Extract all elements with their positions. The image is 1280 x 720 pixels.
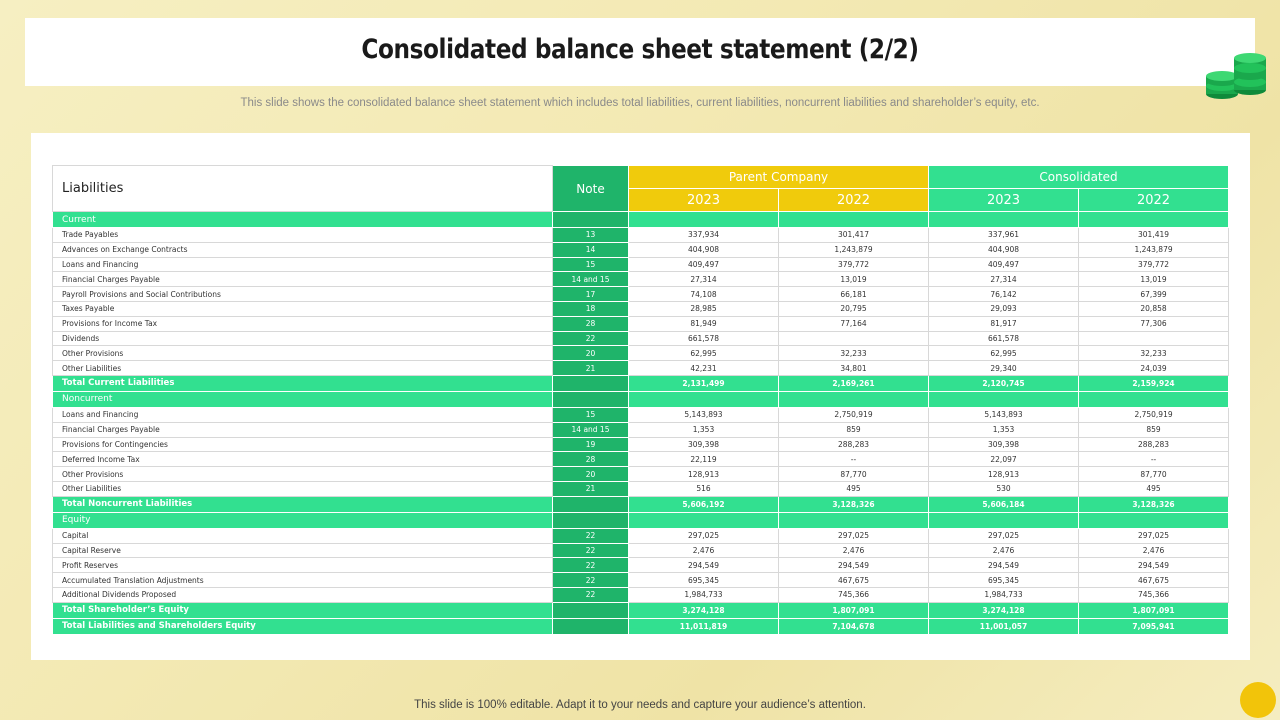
header-note: Note: [553, 166, 629, 212]
parent-2023-value: 5,606,192: [629, 496, 779, 512]
table-row: [53, 361, 1229, 376]
parent-2023-value: 5,143,893: [629, 407, 779, 422]
table-row: [53, 528, 1229, 543]
row-label: Dividends: [53, 331, 553, 346]
parent-2022-value: --: [779, 452, 929, 467]
consolidated-2022-value: 20,858: [1079, 301, 1229, 316]
parent-2022-value: 32,233: [779, 346, 929, 361]
table-row: [53, 228, 1229, 243]
consolidated-2022-value: 495: [1079, 481, 1229, 496]
consolidated-2022-value: 32,233: [1079, 346, 1229, 361]
parent-2023-value: 74,108: [629, 287, 779, 302]
row-label: Financial Charges Payable: [53, 422, 553, 437]
consolidated-2022-value: 297,025: [1079, 528, 1229, 543]
parent-2023-value: 661,578: [629, 331, 779, 346]
row-note: 14: [553, 242, 629, 257]
parent-2022-value: 297,025: [779, 528, 929, 543]
parent-2023-value: 42,231: [629, 361, 779, 376]
row-note: 22: [553, 543, 629, 558]
parent-2022-value: 294,549: [779, 558, 929, 573]
parent-2022-value: 288,283: [779, 437, 929, 452]
consolidated-2023-value: 2,120,745: [929, 375, 1079, 391]
table-row: [53, 257, 1229, 272]
row-value: [779, 512, 929, 528]
row-note: [553, 212, 629, 228]
row-value: [629, 212, 779, 228]
consolidated-2023-value: 409,497: [929, 257, 1079, 272]
consolidated-2022-value: 2,750,919: [1079, 407, 1229, 422]
table-row: [53, 287, 1229, 302]
consolidated-2022-value: [1079, 331, 1229, 346]
consolidated-2023-value: 294,549: [929, 558, 1079, 573]
row-value: [929, 512, 1079, 528]
row-note: 22: [553, 573, 629, 588]
parent-2023-value: 297,025: [629, 528, 779, 543]
consolidated-2023-value: 29,340: [929, 361, 1079, 376]
parent-2023-value: 3,274,128: [629, 602, 779, 618]
row-note: 15: [553, 257, 629, 272]
consolidated-2022-value: 379,772: [1079, 257, 1229, 272]
table-row: [53, 467, 1229, 482]
balance-sheet-table: [52, 165, 1229, 635]
table-row: [53, 346, 1229, 361]
parent-2022-value: 2,169,261: [779, 375, 929, 391]
row-label: Other Provisions: [53, 467, 553, 482]
header-consolidated-2022: 2022: [1079, 189, 1229, 212]
row-label: Additional Dividends Proposed: [53, 587, 553, 602]
row-label: Other Liabilities: [53, 361, 553, 376]
parent-2022-value: 2,750,919: [779, 407, 929, 422]
row-value: [1079, 512, 1229, 528]
consolidated-2022-value: 67,399: [1079, 287, 1229, 302]
row-label: Total Liabilities and Shareholders Equity: [53, 618, 553, 634]
parent-2022-value: 745,366: [779, 587, 929, 602]
parent-2023-value: 2,131,499: [629, 375, 779, 391]
consolidated-2023-value: 22,097: [929, 452, 1079, 467]
consolidated-2022-value: 2,476: [1079, 543, 1229, 558]
parent-2022-value: 1,807,091: [779, 602, 929, 618]
row-note: 14 and 15: [553, 422, 629, 437]
consolidated-2023-value: 29,093: [929, 301, 1079, 316]
total-row: [53, 375, 1229, 391]
row-note: 22: [553, 331, 629, 346]
parent-2022-value: 3,128,326: [779, 496, 929, 512]
parent-2023-value: 28,985: [629, 301, 779, 316]
consolidated-2023-value: 3,274,128: [929, 602, 1079, 618]
row-note: 28: [553, 452, 629, 467]
parent-2023-value: 516: [629, 481, 779, 496]
consolidated-2022-value: 301,419: [1079, 228, 1229, 243]
parent-2022-value: [779, 331, 929, 346]
row-label: Capital Reserve: [53, 543, 553, 558]
row-value: [629, 391, 779, 407]
consolidated-2022-value: 1,243,879: [1079, 242, 1229, 257]
parent-2023-value: 2,476: [629, 543, 779, 558]
table-row: [53, 558, 1229, 573]
consolidated-2022-value: 294,549: [1079, 558, 1229, 573]
row-label: Total Noncurrent Liabilities: [53, 496, 553, 512]
table-row: [53, 301, 1229, 316]
consolidated-2023-value: 62,995: [929, 346, 1079, 361]
total-row: [53, 496, 1229, 512]
table-row: [53, 316, 1229, 331]
consolidated-2023-value: 1,353: [929, 422, 1079, 437]
parent-2022-value: 87,770: [779, 467, 929, 482]
row-value: [929, 212, 1079, 228]
consolidated-2022-value: 1,807,091: [1079, 602, 1229, 618]
row-note: 17: [553, 287, 629, 302]
row-label: Total Shareholder’s Equity: [53, 602, 553, 618]
row-note: [553, 618, 629, 634]
table-row: [53, 272, 1229, 287]
row-note: 20: [553, 467, 629, 482]
section-row: [53, 512, 1229, 528]
table-row: [53, 437, 1229, 452]
consolidated-2022-value: --: [1079, 452, 1229, 467]
row-value: [629, 512, 779, 528]
consolidated-2023-value: 297,025: [929, 528, 1079, 543]
row-label: Profit Reserves: [53, 558, 553, 573]
consolidated-2023-value: 11,001,057: [929, 618, 1079, 634]
parent-2023-value: 81,949: [629, 316, 779, 331]
row-note: 28: [553, 316, 629, 331]
row-label: Accumulated Translation Adjustments: [53, 573, 553, 588]
row-note: 13: [553, 228, 629, 243]
row-label: Trade Payables: [53, 228, 553, 243]
row-value: [1079, 212, 1229, 228]
total-row: [53, 618, 1229, 634]
yellow-circle-decoration: [1240, 682, 1276, 718]
consolidated-2022-value: 288,283: [1079, 437, 1229, 452]
header-parent-2023: 2023: [629, 189, 779, 212]
row-label: Taxes Payable: [53, 301, 553, 316]
consolidated-2023-value: 530: [929, 481, 1079, 496]
parent-2023-value: 309,398: [629, 437, 779, 452]
row-note: [553, 391, 629, 407]
parent-2023-value: 11,011,819: [629, 618, 779, 634]
table-row: [53, 331, 1229, 346]
row-label: Capital: [53, 528, 553, 543]
row-label: Equity: [53, 512, 553, 528]
parent-2023-value: 1,984,733: [629, 587, 779, 602]
parent-2022-value: 2,476: [779, 543, 929, 558]
footer-note: This slide is 100% editable. Adapt it to your needs and capture your audience’s attention.: [414, 699, 866, 711]
coin-stack-icon: [1200, 48, 1272, 100]
row-label: Advances on Exchange Contracts: [53, 242, 553, 257]
consolidated-2022-value: 859: [1079, 422, 1229, 437]
parent-2023-value: 695,345: [629, 573, 779, 588]
subtitle: This slide shows the consolidated balance sheet statement which includes total liabilities, current liabilities, noncurrent liabilities and shareholder’s equity, etc.: [240, 97, 1040, 109]
row-note: 21: [553, 481, 629, 496]
header-liabilities: Liabilities: [53, 166, 553, 212]
total-row: [53, 602, 1229, 618]
row-value: [1079, 391, 1229, 407]
parent-2022-value: 467,675: [779, 573, 929, 588]
parent-2022-value: 20,795: [779, 301, 929, 316]
row-label: Financial Charges Payable: [53, 272, 553, 287]
consolidated-2023-value: 404,908: [929, 242, 1079, 257]
parent-2023-value: 128,913: [629, 467, 779, 482]
row-label: Current: [53, 212, 553, 228]
row-label: Deferred Income Tax: [53, 452, 553, 467]
table-row: [53, 481, 1229, 496]
row-label: Provisions for Income Tax: [53, 316, 553, 331]
parent-2022-value: 77,164: [779, 316, 929, 331]
row-note: [553, 496, 629, 512]
row-value: [779, 212, 929, 228]
table-row: [53, 543, 1229, 558]
table-row: [53, 452, 1229, 467]
consolidated-2023-value: 5,606,184: [929, 496, 1079, 512]
row-label: Other Provisions: [53, 346, 553, 361]
consolidated-2023-value: 1,984,733: [929, 587, 1079, 602]
row-value: [929, 391, 1079, 407]
parent-2022-value: 495: [779, 481, 929, 496]
row-note: 18: [553, 301, 629, 316]
section-row: [53, 212, 1229, 228]
row-note: 20: [553, 346, 629, 361]
row-label: Noncurrent: [53, 391, 553, 407]
consolidated-2023-value: 76,142: [929, 287, 1079, 302]
parent-2023-value: 27,314: [629, 272, 779, 287]
consolidated-2022-value: 467,675: [1079, 573, 1229, 588]
row-note: [553, 512, 629, 528]
parent-2022-value: 1,243,879: [779, 242, 929, 257]
row-note: 21: [553, 361, 629, 376]
parent-2022-value: 301,417: [779, 228, 929, 243]
table-row: [53, 587, 1229, 602]
consolidated-2022-value: 2,159,924: [1079, 375, 1229, 391]
consolidated-2023-value: 695,345: [929, 573, 1079, 588]
consolidated-2023-value: 128,913: [929, 467, 1079, 482]
parent-2022-value: 66,181: [779, 287, 929, 302]
header-parent-2022: 2022: [779, 189, 929, 212]
row-label: Loans and Financing: [53, 407, 553, 422]
consolidated-2023-value: 661,578: [929, 331, 1079, 346]
parent-2023-value: 337,934: [629, 228, 779, 243]
parent-2023-value: 409,497: [629, 257, 779, 272]
parent-2022-value: 13,019: [779, 272, 929, 287]
table-row: [53, 422, 1229, 437]
header-consolidated-2023: 2023: [929, 189, 1079, 212]
parent-2022-value: 379,772: [779, 257, 929, 272]
consolidated-2022-value: 77,306: [1079, 316, 1229, 331]
row-note: 22: [553, 587, 629, 602]
consolidated-2023-value: 27,314: [929, 272, 1079, 287]
consolidated-2023-value: 5,143,893: [929, 407, 1079, 422]
parent-2022-value: 7,104,678: [779, 618, 929, 634]
row-note: 22: [553, 528, 629, 543]
parent-2023-value: 404,908: [629, 242, 779, 257]
consolidated-2023-value: 2,476: [929, 543, 1079, 558]
consolidated-2022-value: 7,095,941: [1079, 618, 1229, 634]
header-parent-company: Parent Company: [629, 166, 929, 189]
row-label: Other Liabilities: [53, 481, 553, 496]
header-consolidated: Consolidated: [929, 166, 1229, 189]
row-note: [553, 375, 629, 391]
parent-2022-value: 34,801: [779, 361, 929, 376]
section-row: [53, 391, 1229, 407]
parent-2023-value: 294,549: [629, 558, 779, 573]
table-row: [53, 242, 1229, 257]
consolidated-2022-value: 24,039: [1079, 361, 1229, 376]
row-value: [779, 391, 929, 407]
row-note: 14 and 15: [553, 272, 629, 287]
consolidated-2022-value: 3,128,326: [1079, 496, 1229, 512]
page-title: Consolidated balance sheet statement (2/2): [361, 34, 919, 65]
consolidated-2023-value: 337,961: [929, 228, 1079, 243]
consolidated-2023-value: 81,917: [929, 316, 1079, 331]
row-label: Payroll Provisions and Social Contributions: [53, 287, 553, 302]
table-row: [53, 407, 1229, 422]
row-note: 22: [553, 558, 629, 573]
row-label: Provisions for Contingencies: [53, 437, 553, 452]
consolidated-2022-value: 745,366: [1079, 587, 1229, 602]
consolidated-2022-value: 13,019: [1079, 272, 1229, 287]
table-body: [53, 212, 1229, 635]
parent-2023-value: 1,353: [629, 422, 779, 437]
row-note: [553, 602, 629, 618]
consolidated-2023-value: 309,398: [929, 437, 1079, 452]
parent-2022-value: 859: [779, 422, 929, 437]
row-note: 15: [553, 407, 629, 422]
row-label: Total Current Liabilities: [53, 375, 553, 391]
parent-2023-value: 62,995: [629, 346, 779, 361]
row-note: 19: [553, 437, 629, 452]
row-label: Loans and Financing: [53, 257, 553, 272]
consolidated-2022-value: 87,770: [1079, 467, 1229, 482]
table-row: [53, 573, 1229, 588]
parent-2023-value: 22,119: [629, 452, 779, 467]
